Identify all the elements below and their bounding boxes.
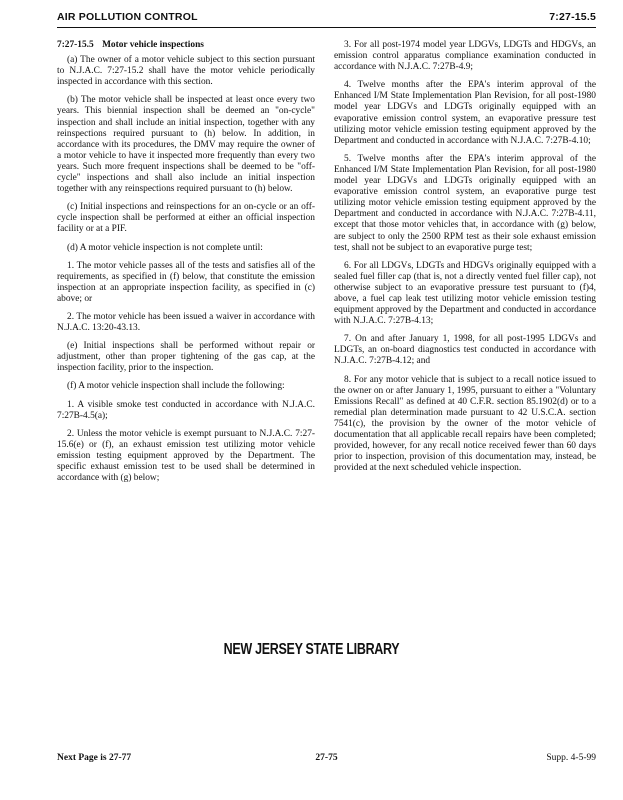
paragraph-f5: 5. Twelve months after the EPA's interim approval of the Enhanced I/M State Implementation Plan Revision, for all post-1980 model year LDGVs and LDGTs originally equipped with an evaporative emission control system, an evaporative purge test utilizing motor vehicle emission testing equipment approved by the Department and conducted in accordance with N.J.A.C. 7:27B-4.11, except that those motor vehicles that, in accordance with (g) below, are subject to only the 2500 RPM test as their sole exhaust emission test, shall not be subject to an evaporative purge test; <box>334 153 596 253</box>
paragraph-f8: 8. For any motor vehicle that is subject to a recall notice issued to the owner on or after January 1, 1995, pursuant to either a "Voluntary Emissions Recall" as defined at 40 C.F.R. section 85.1902(d) or to a remedial plan determination made pursuant to 42 U.S.C.A. section 7541(c), the provision by the owner of the motor vehicle of documentation that all applicable recall repairs have been completed; provided, however, for any recall notice received fewer than 60 days prior to inspection, provision of this documentation may, instead, be provided at the next scheduled vehicle inspection. <box>334 374 596 474</box>
section-heading <box>57 40 315 51</box>
paragraph-a: (a) The owner of a motor vehicle subject to this section pursuant to N.J.A.C. 7:27-15.2 shall have the motor vehicle periodically inspected in accordance with this section. <box>57 55 315 88</box>
paragraph-f6: 6. For all LDGVs, LDGTs and HDGVs originally equipped with a sealed fuel filler cap (that is, not a directly vented fuel filler cap), not otherwise subject to an evaporative pressure test pursuant to (f)4, above, a fuel cap leak test utilizing motor vehicle emission testing equipment approved by the Department and conducted in accordance with N.J.A.C. 7:27B-4.13; <box>334 260 596 327</box>
paragraph-f2: 2. Unless the motor vehicle is exempt pursuant to N.J.A.C. 7:27-15.6(e) or (f), an exhaust emission test utilizing motor vehicle emission testing equipment approved by the Department. The specific exhaust emission test to be used shall be determined in accordance with (g) below; <box>57 428 315 484</box>
next-page-note: Next Page is 27-77 <box>57 753 132 763</box>
header-rule <box>57 27 596 28</box>
paragraph-f3: 3. For all post-1974 model year LDGVs, LDGTs and HDGVs, an emission control apparatus compliance examination conducted in accordance with N.J.A.C. 7:27B-4.9; <box>334 40 596 73</box>
library-stamp: NEW JERSEY STATE LIBRARY <box>223 640 400 658</box>
paragraph-f7: 7. On and after January 1, 1998, for all post-1995 LDGVs and LDGTs, an on-board diagnostics test conducted in accordance with N.J.A.C. 7:27B-4.12; and <box>334 334 596 367</box>
paragraph-c: (c) Initial inspections and reinspections for an on-cycle or an off-cycle inspection shall be performed at either an official inspection facility or at a PIF. <box>57 202 315 235</box>
header-title: AIR POLLUTION CONTROL <box>57 11 198 23</box>
paragraph-b: (b) The motor vehicle shall be inspected at least once every two years. This biennial inspection shall be deemed an "on-cycle" inspection and shall include an initial inspection, together with any reinspections required pursuant to (h) below. In addition, in accordance with its procedures, the DMV may require the owner of a motor vehicle to have it inspected more frequently than every two years. Such more frequent inspections shall be deemed to be "off-cycle" inspections and shall also include an initial inspection together with any reinspections required pursuant to (h) below. <box>57 95 315 195</box>
paragraph-e: (e) Initial inspections shall be performed without repair or adjustment, other than proper tightening of the gas cap, at the inspection facility, prior to the inspection. <box>57 341 315 374</box>
paragraph-f1: 1. A visible smoke test conducted in accordance with N.J.A.C. 7:27B-4.5(a); <box>57 399 315 421</box>
running-header <box>57 11 596 23</box>
section-title: Motor vehicle inspections <box>102 40 204 50</box>
paragraph-f: (f) A motor vehicle inspection shall include the following: <box>67 381 285 392</box>
supplement-date: Supp. 4-5-99 <box>546 753 596 763</box>
paragraph-f4: 4. Twelve months after the EPA's interim approval of the Enhanced I/M State Implementation Plan Revision, for all post-1980 model year LDGVs and LDGTs originally equipped with an evaporative emission control system, an evaporative pressure test utilizing motor vehicle emission testing equipment approved by the Department and conducted in accordance with N.J.A.C. 7:27B-4.10; <box>334 80 596 146</box>
right-column <box>334 40 596 481</box>
page-number: 27-75 <box>315 753 338 763</box>
paragraph-d: (d) A motor vehicle inspection is not complete until: <box>67 242 263 253</box>
left-column <box>57 40 315 491</box>
section-number: 7:27-15.5 <box>57 40 94 50</box>
header-section-number: 7:27-15.5 <box>549 11 596 23</box>
paragraph-d2: 2. The motor vehicle has been issued a waiver in accordance with N.J.A.C. 13:20-43.13. <box>57 311 315 334</box>
paragraph-d1: 1. The motor vehicle passes all of the tests and satisfies all of the requirements, as specified in (f) below, that constitute the emission inspection at an appropriate inspection facility, as specified in (c) above; or <box>57 260 315 304</box>
